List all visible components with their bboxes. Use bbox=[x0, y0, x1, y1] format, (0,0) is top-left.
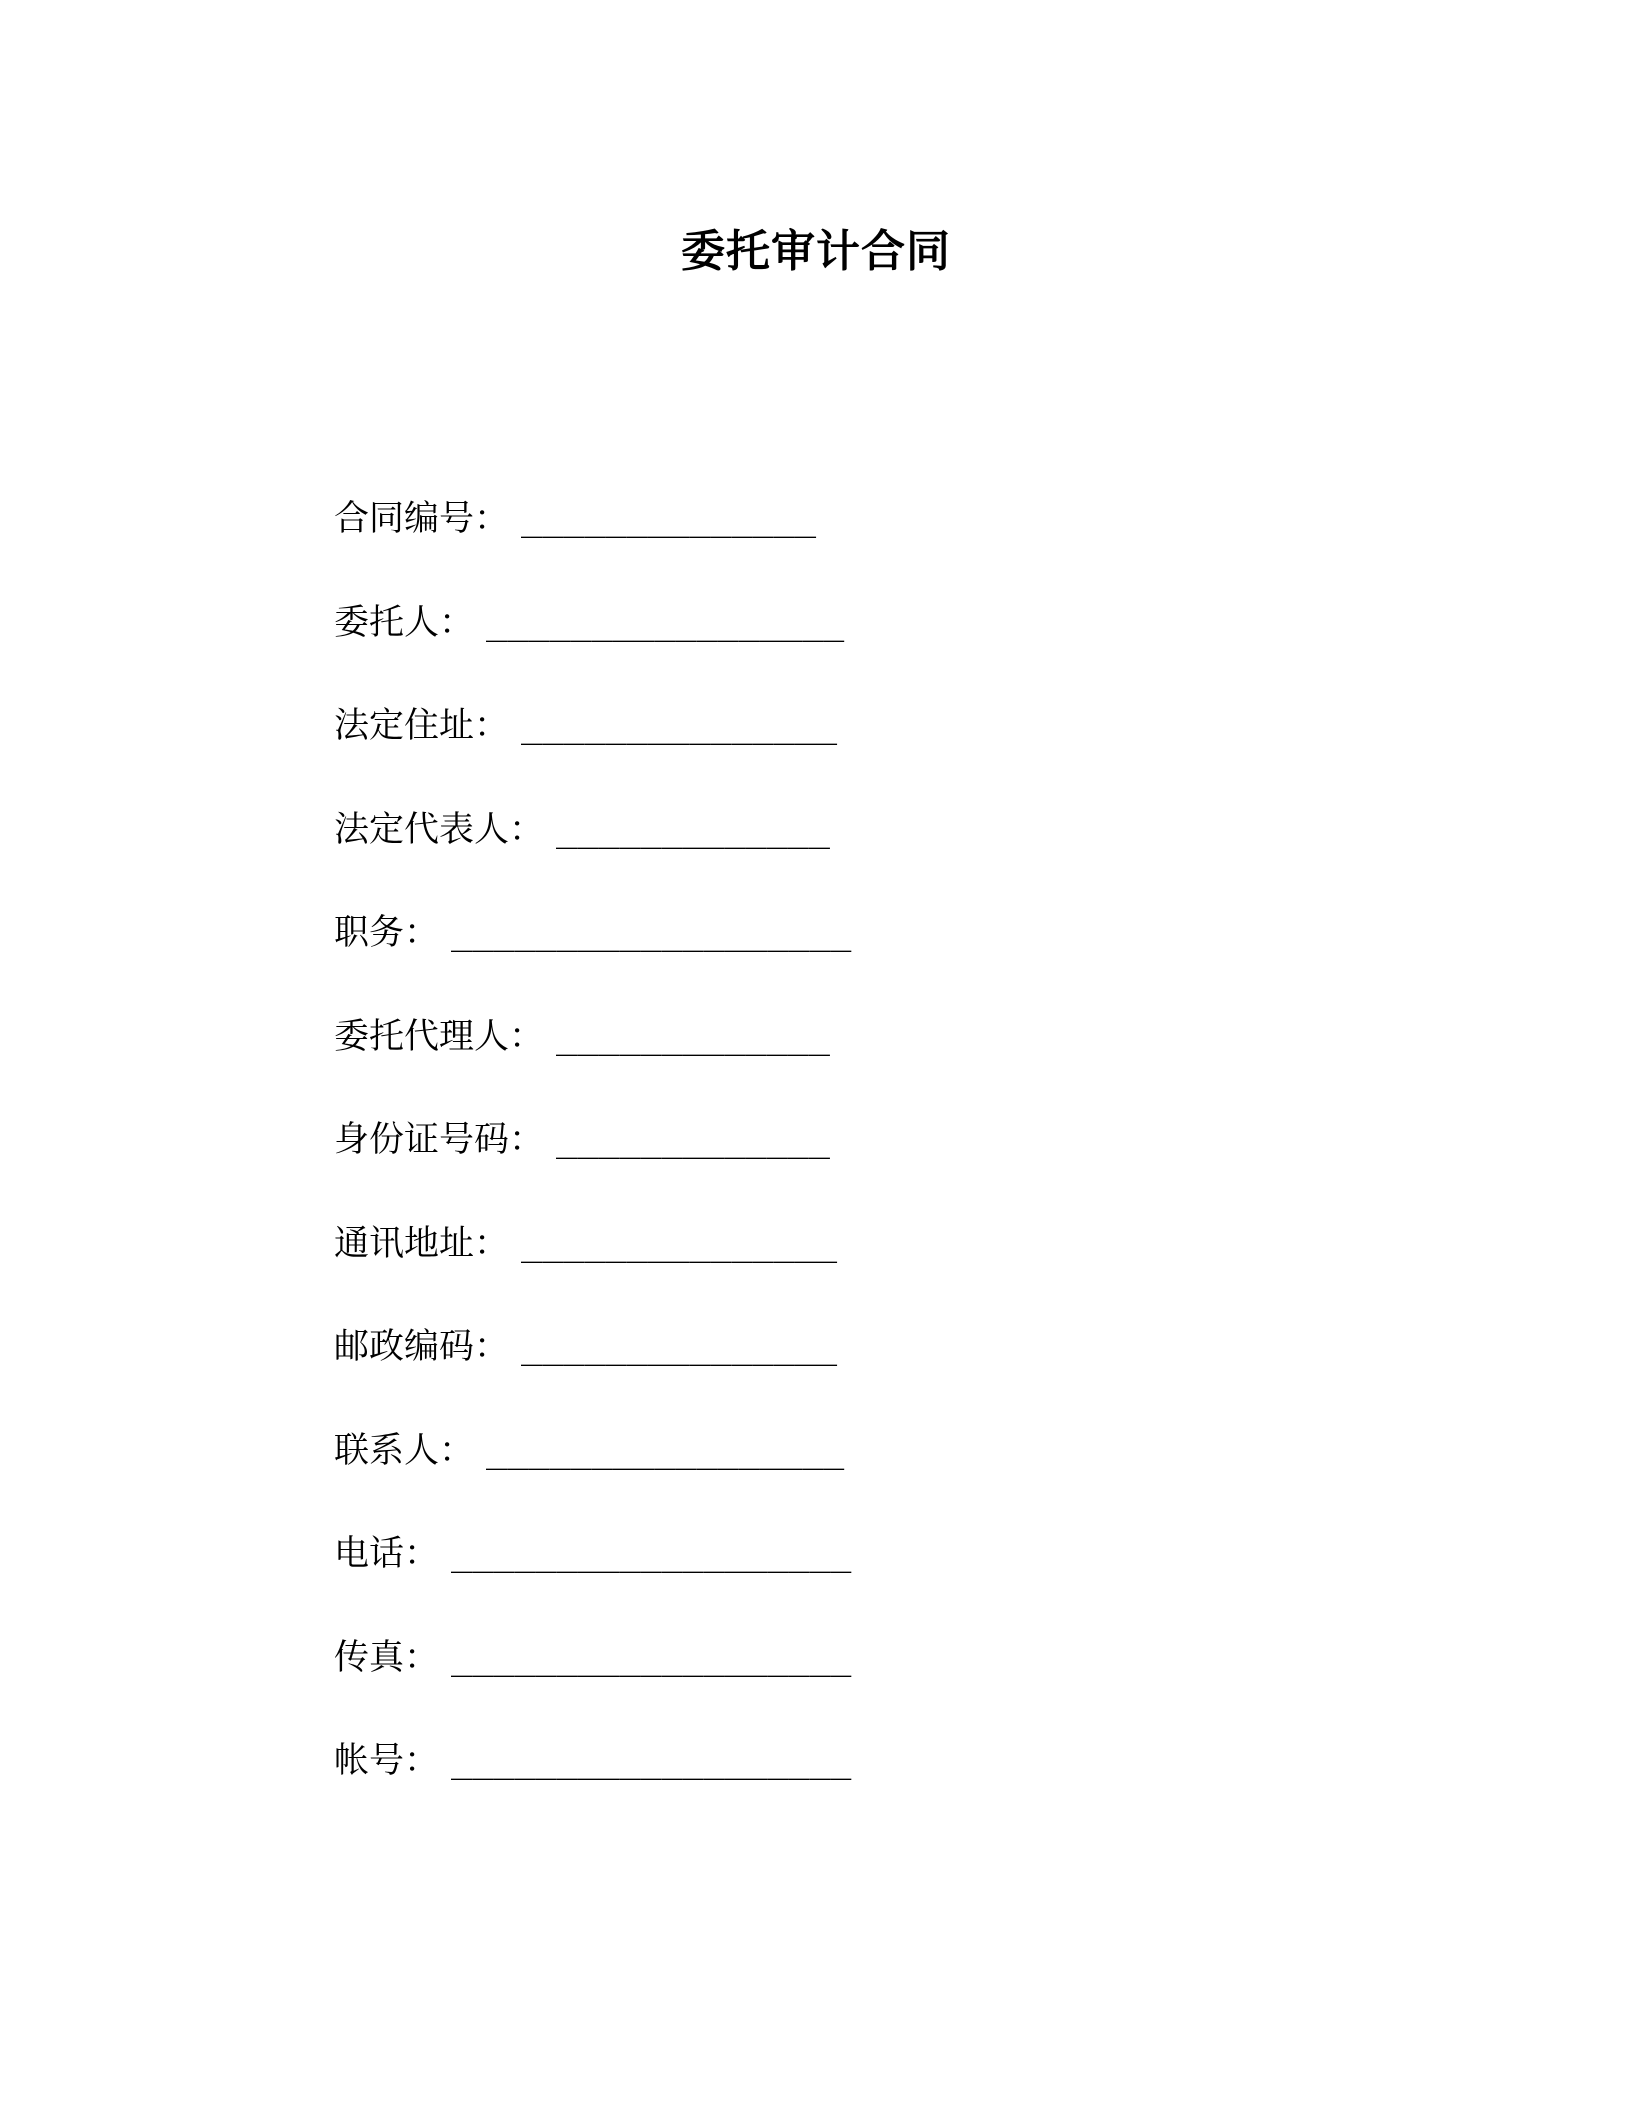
field-fax bbox=[334, 1633, 1234, 1737]
field-label: 联系人： bbox=[334, 1430, 475, 1471]
field-legal-representative bbox=[334, 805, 1234, 909]
fill-blank: _____________ bbox=[556, 1120, 830, 1160]
fill-blank: _______________ bbox=[521, 1327, 838, 1367]
field-authorized-agent bbox=[334, 1012, 1234, 1116]
field-contract-number bbox=[334, 494, 1234, 598]
field-phone bbox=[334, 1529, 1234, 1633]
fill-blank: _____________ bbox=[556, 1016, 830, 1057]
field-id-number bbox=[334, 1115, 1234, 1219]
field-client bbox=[334, 598, 1234, 702]
field-account-number bbox=[334, 1736, 1234, 1840]
field-mailing-address bbox=[334, 1219, 1234, 1323]
fill-blank: _____________ bbox=[556, 809, 830, 850]
fill-blank: ___________________ bbox=[451, 913, 852, 953]
field-label: 委托人： bbox=[334, 602, 475, 643]
fill-blank: ___________________ bbox=[451, 1637, 852, 1678]
contract-fields bbox=[334, 494, 1234, 1840]
field-position bbox=[334, 908, 1234, 1012]
document-title: 委托审计合同 bbox=[681, 226, 951, 277]
field-label: 身份证号码： bbox=[334, 1120, 545, 1160]
field-label: 委托代理人： bbox=[334, 1016, 545, 1057]
fill-blank: _________________ bbox=[486, 1430, 845, 1471]
fill-blank: ______________ bbox=[521, 499, 817, 539]
field-label: 传真： bbox=[334, 1637, 440, 1678]
field-contact-person bbox=[334, 1426, 1234, 1530]
field-postal-code bbox=[334, 1322, 1234, 1426]
field-label: 法定代表人： bbox=[334, 809, 545, 850]
field-label: 帐号： bbox=[334, 1741, 440, 1781]
fill-blank: ___________________ bbox=[451, 1741, 852, 1781]
field-label: 电话： bbox=[334, 1534, 440, 1574]
fill-blank: _______________ bbox=[521, 1223, 838, 1264]
field-label: 合同编号： bbox=[334, 499, 510, 539]
field-label: 法定住址： bbox=[334, 706, 510, 746]
field-label: 职务： bbox=[334, 913, 440, 953]
field-label: 通讯地址： bbox=[334, 1223, 510, 1264]
field-label: 邮政编码： bbox=[334, 1327, 510, 1367]
fill-blank: _______________ bbox=[521, 706, 838, 746]
fill-blank: _________________ bbox=[486, 602, 845, 643]
fill-blank: ___________________ bbox=[451, 1534, 852, 1574]
field-legal-address bbox=[334, 701, 1234, 805]
